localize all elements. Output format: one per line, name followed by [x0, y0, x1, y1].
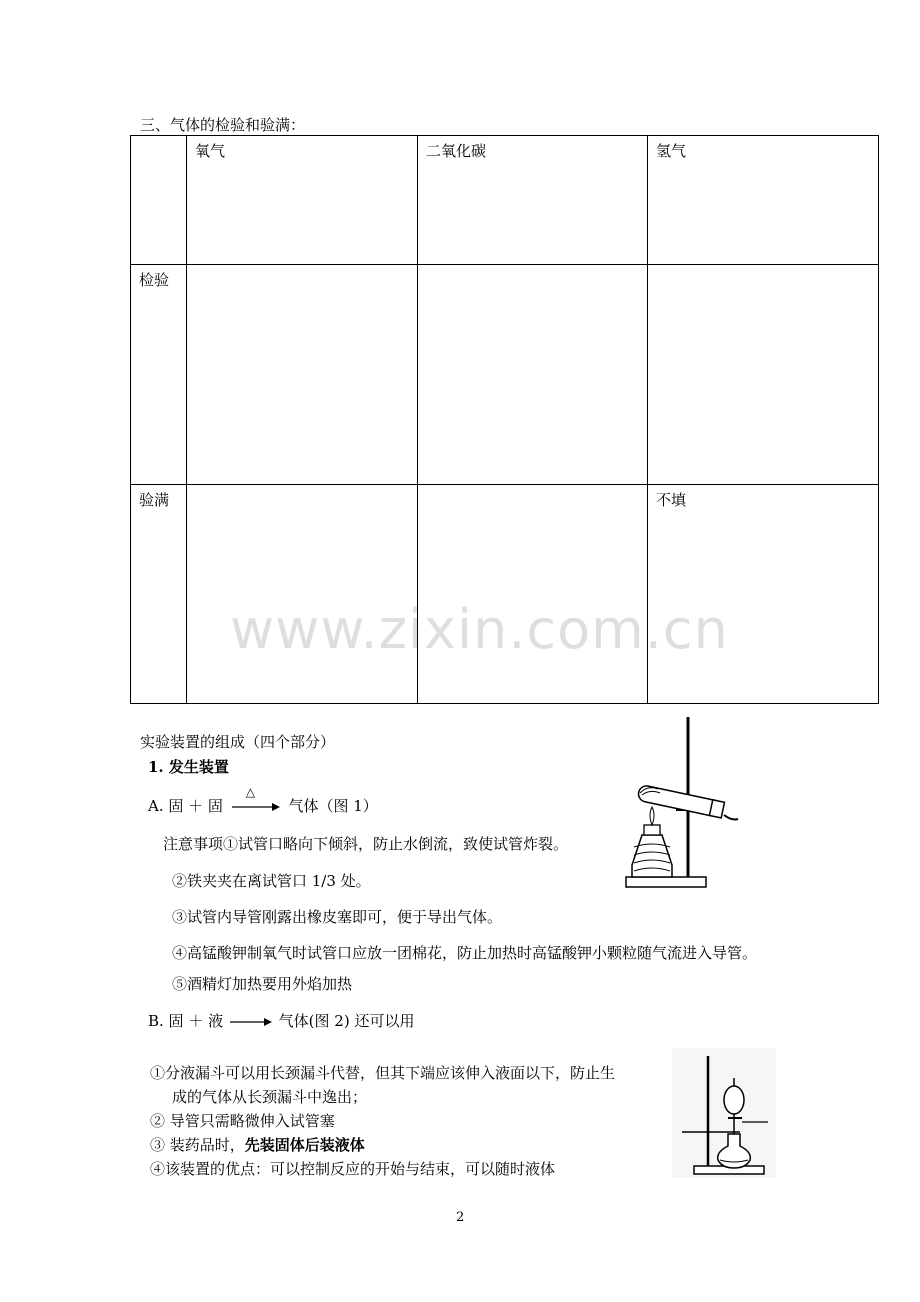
section-title: 三、气体的检验和验满：: [140, 116, 306, 134]
cell-test-co2: [418, 265, 648, 485]
heat-symbol: △: [245, 785, 255, 799]
arrow-icon: [232, 797, 280, 817]
page-number: 2: [456, 1210, 465, 1225]
part-b-prefix: B. 固 ＋ 液: [148, 1012, 224, 1030]
note-b-2: ② 导管只需略微伸入试管塞: [150, 1112, 335, 1130]
header-oxygen: 氧气: [187, 136, 418, 265]
part-a-suffix: 气体（图 1）: [288, 797, 378, 815]
note-a-4: ④高锰酸钾制氧气时试管口应放一团棉花，防止加热时高锰酸钾小颗粒随气流进入导管。: [172, 944, 758, 962]
row-label-test: 检验: [131, 265, 187, 485]
note-b-3-emphasis: 先装固体后装液体: [244, 1136, 365, 1154]
cell-test-oxygen: [187, 265, 418, 485]
table-row-full: [131, 485, 879, 704]
row-label-full: 验满: [131, 485, 187, 704]
cell-full-oxygen: [187, 485, 418, 704]
figure-2-flask-apparatus: [672, 1048, 776, 1178]
figure-1-heating-apparatus: [620, 715, 740, 890]
generation-title: 1. 发生装置: [148, 758, 229, 776]
apparatus-title: 实验装置的组成（四个部分）: [140, 733, 336, 751]
watermark: www.zixin.com.cn: [230, 598, 729, 661]
note-a-1: 注意事项①试管口略向下倾斜，防止水倒流，致使试管炸裂。: [163, 835, 569, 853]
note-a-5: ⑤酒精灯加热要用外焰加热: [172, 975, 353, 993]
part-a-line: [148, 785, 378, 817]
plain-arrow: [230, 1012, 272, 1032]
part-b-line: [148, 1010, 414, 1032]
note-b-1-line1: ①分液漏斗可以用长颈漏斗代替，但其下端应该伸入液面以下，防止生: [150, 1064, 616, 1082]
cell-full-co2: [418, 485, 648, 704]
note-b-4: ④该装置的优点：可以控制反应的开始与结束，可以随时液体: [150, 1160, 556, 1178]
note-b-3-prefix: ③ 装药品时，: [150, 1136, 245, 1154]
cell-test-hydrogen: [648, 265, 879, 485]
header-carbon-dioxide: 二氧化碳: [418, 136, 648, 265]
table-header-row: [131, 136, 879, 265]
note-b-3: [150, 1134, 365, 1155]
part-a-prefix: A. 固 ＋ 固: [148, 797, 223, 815]
table-row-test: [131, 265, 879, 485]
note-a-3: ③试管内导管刚露出橡皮塞即可，便于导出气体。: [172, 908, 503, 926]
note-b-1-line2: 成的气体从长颈漏斗中逸出；: [172, 1088, 368, 1106]
part-b-suffix: 气体(图 2) 还可以用: [278, 1012, 415, 1030]
table-corner-cell: [131, 136, 187, 265]
note-a-2: ②铁夹夹在离试管口 1/3 处。: [172, 872, 371, 890]
heat-arrow: [232, 785, 280, 817]
header-hydrogen: 氢气: [648, 136, 879, 265]
arrow-icon: [230, 1012, 272, 1032]
cell-full-hydrogen: 不填: [648, 485, 879, 704]
